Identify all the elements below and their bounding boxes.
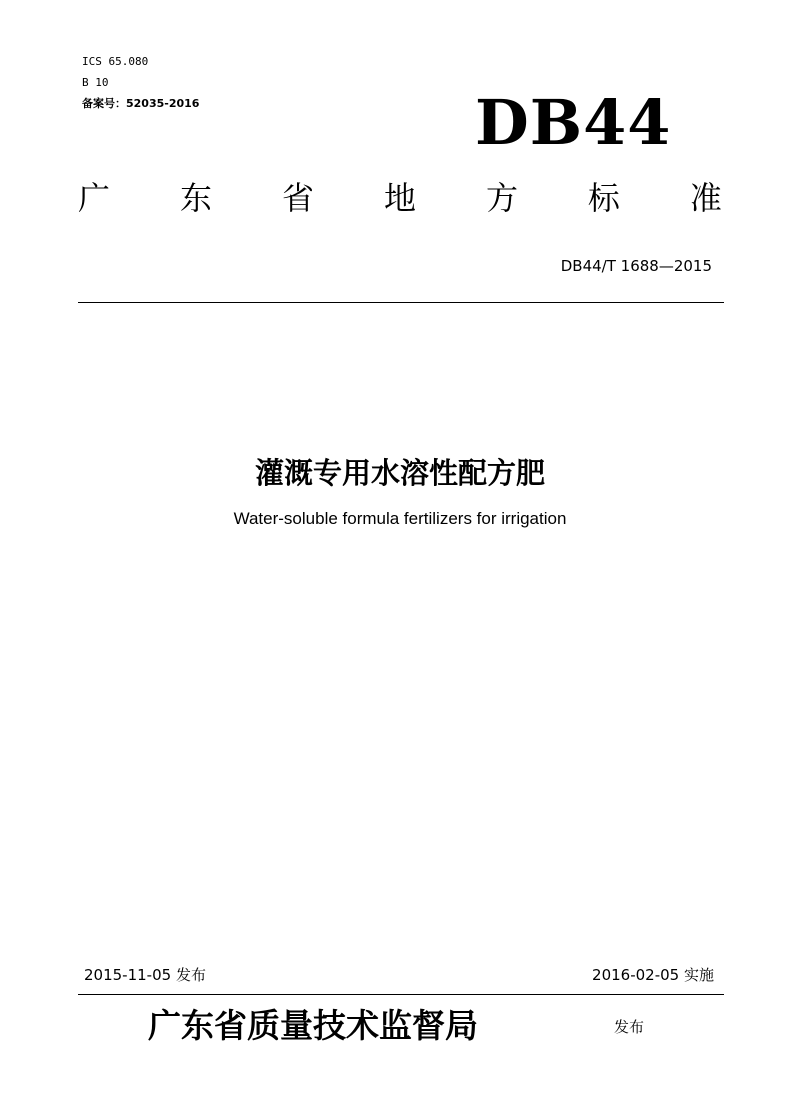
standard-type-heading [78,176,722,220]
issuing-authority: 广东省质量技术监督局 [148,1006,478,1045]
db-code-mark: DB44 [475,86,672,159]
standard-type-char: 标 [587,179,620,217]
implementation-date: 2016-02-05 实施 [592,966,714,984]
standard-type-char: 准 [689,179,722,217]
ccs-code: B 10 [82,76,109,89]
standard-type-char: 东 [179,179,212,217]
document-title-english: Water-soluble formula fertilizers for irrigation [233,509,567,528]
ics-code: ICS 65.080 [82,55,149,68]
document-title-chinese: 灌溉专用水溶性配方肥 [254,456,545,490]
standard-type-char: 省 [281,179,314,217]
issue-date: 2015-11-05 发布 [84,966,206,984]
standard-number: DB44/T 1688—2015 [560,257,712,275]
record-number: 备案号：52035-2016 [82,97,200,110]
footer-divider [78,994,724,995]
issuer-suffix: 发布 [614,1018,645,1036]
standard-type-char: 方 [485,179,518,217]
standard-type-char: 广 [78,179,111,217]
standard-type-char: 地 [383,179,416,217]
header-divider [78,302,724,303]
